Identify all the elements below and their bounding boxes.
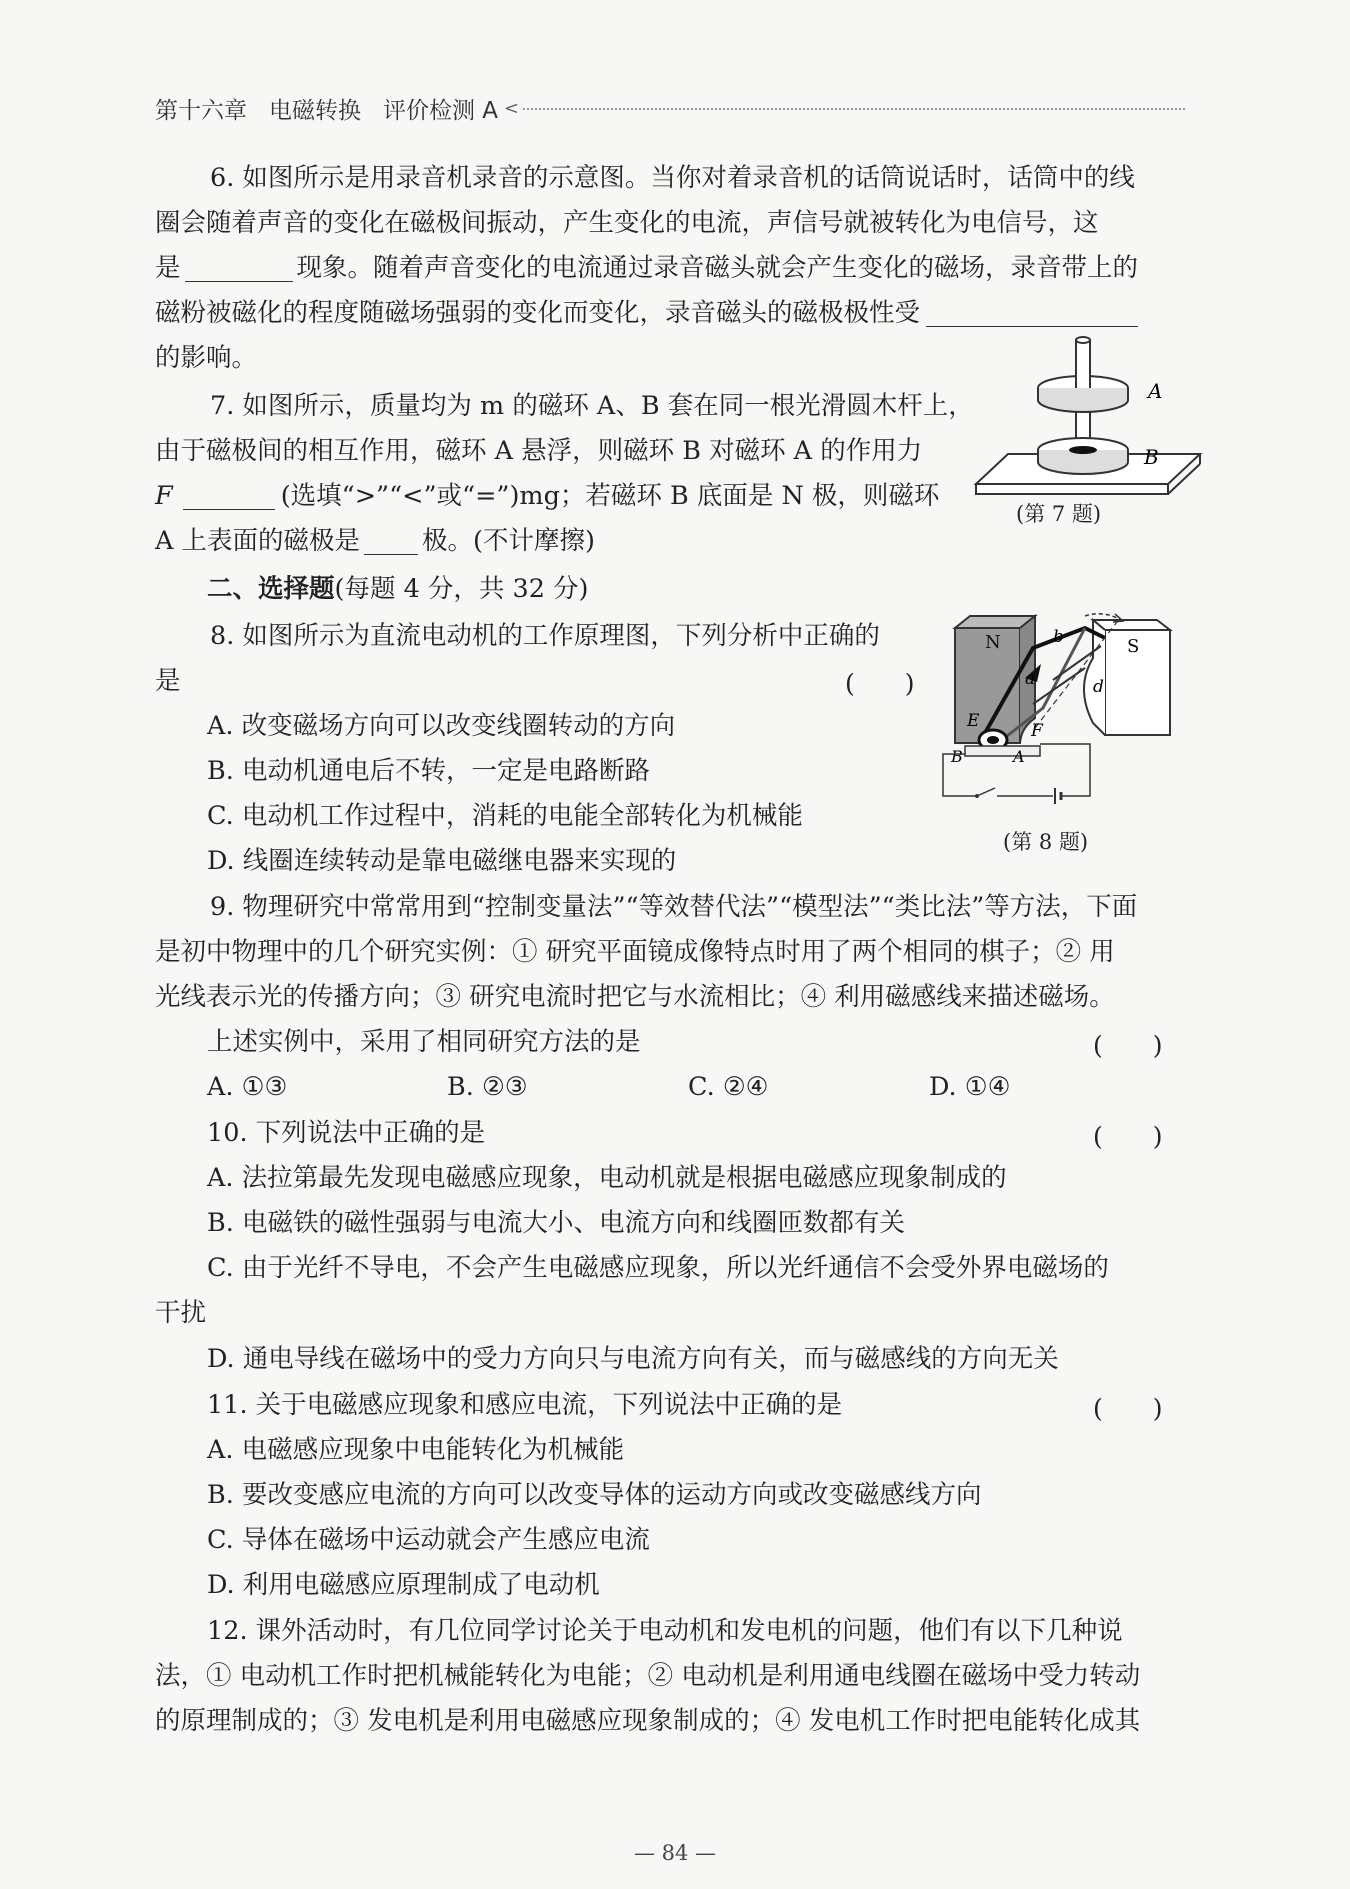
fig8-label-b: b	[1053, 627, 1064, 647]
q10-option-c-cont: 干扰	[155, 1298, 207, 1328]
fig7-label-a: A	[1148, 379, 1163, 403]
q8-option-c: C. 电动机工作过程中，消耗的电能全部转化为机械能	[207, 801, 803, 831]
q6-line-5: 的影响。	[155, 343, 258, 373]
q7-line-4	[155, 519, 595, 563]
fig7-label-b: B	[1144, 445, 1159, 469]
q9-line-1: 9. 物理研究中常常用到“控制变量法”“等效替代法”“模型法”“类比法”等方法，下面	[210, 892, 1138, 922]
q6-line-1: 6. 如图所示是用录音机录音的示意图。当你对着录音机的话筒说话时，话筒中的线	[210, 163, 1135, 193]
q10-option-b: B. 电磁铁的磁性强弱与电流大小、电流方向和线圈匝数都有关	[207, 1208, 905, 1238]
q9-line-2: 是初中物理中的几个研究实例：① 研究平面镜成像特点时用了两个相同的棋子；② 用	[155, 937, 1115, 967]
section-2-note: (每题 4 分，共 32 分)	[334, 574, 589, 604]
fig8-label-d: d	[1093, 677, 1104, 697]
q10-option-d: D. 通电导线在磁场中的受力方向只与电流方向有关，而与磁感线的方向无关	[207, 1344, 1059, 1374]
fig8-label-brush-a: A	[1013, 747, 1025, 766]
header-section: 评价检测 A	[383, 97, 499, 124]
fig7-caption: (第 7 题)	[1016, 502, 1102, 526]
q6-line-3-end: 现象。随着声音变化的电流通过录音磁头就会产生变化的磁场，录音带上的	[296, 253, 1139, 283]
header-chapter: 第十六章	[155, 97, 247, 124]
q12-line-1: 12. 课外活动时，有几位同学讨论关于电动机和发电机的问题，他们有以下几种说	[207, 1616, 1123, 1646]
q9-option-c: C. ②④	[688, 1072, 769, 1102]
q9-line-3: 光线表示光的传播方向；③ 研究电流时把它与水流相比；④ 利用磁感线来描述磁场。	[155, 982, 1115, 1012]
q7-line-3-start: F	[155, 481, 173, 511]
q8-line-2: 是	[155, 666, 181, 696]
fig8-label-n: N	[985, 632, 1001, 653]
q12-line-3: 的原理制成的；③ 发电机是利用电磁感应现象制成的；④ 发电机工作时把电能转化成其	[155, 1706, 1141, 1736]
fig8-label-brush-b: B	[951, 747, 963, 766]
figure-8-dc-motor	[925, 608, 1180, 808]
q7-blank-1	[183, 481, 275, 510]
q6-line-4-text: 磁粉被磁化的程度随磁场强弱的变化而变化，录音磁头的磁极极性受	[155, 298, 921, 328]
q11-answer-paren: ( )	[1093, 1394, 1163, 1423]
q6-blank-2	[926, 298, 1138, 327]
q7-line-4-start: A 上表面的磁极是	[155, 526, 361, 556]
section-2-heading	[207, 567, 589, 611]
q6-blank-1	[185, 253, 293, 282]
q9-answer-paren: ( )	[1093, 1031, 1163, 1060]
header-title: 电磁转换	[269, 97, 361, 124]
q7-line-3-end: (选填“>”“<”或“=”)mg；若磁环 B 底面是 N 极，则磁环	[280, 481, 940, 511]
q8-option-d: D. 线圈连续转动是靠电磁继电器来实现的	[207, 846, 677, 876]
q11-option-a: A. 电磁感应现象中电能转化为机械能	[207, 1435, 625, 1465]
q7-line-4-end: 极。(不计摩擦)	[422, 526, 595, 556]
q9-line-4: 上述实例中，采用了相同研究方法的是	[207, 1027, 641, 1057]
q10-line-1: 10. 下列说法中正确的是	[207, 1118, 486, 1148]
q6-line-2: 圈会随着声音的变化在磁极间振动，产生变化的电流，声信号就被转化为电信号，这	[155, 208, 1099, 238]
fig8-label-e: E	[967, 711, 980, 731]
q7-line-1: 7. 如图所示，质量均为 m 的磁环 A、B 套在同一根光滑圆木杆上，	[210, 391, 974, 421]
figure-7-magnetic-rings	[968, 332, 1208, 502]
page-number: — 84 —	[633, 1841, 717, 1865]
q12-line-2: 法，① 电动机工作时把机械能转化为电能；② 电动机是利用通电线圈在磁场中受力转动	[155, 1661, 1141, 1691]
fig8-label-a: a	[1025, 669, 1036, 689]
q10-option-c: C. 由于光纤不导电，不会产生电磁感应现象，所以光纤通信不会受外界电磁场的	[207, 1253, 1109, 1283]
q7-line-3	[155, 474, 939, 518]
q8-line-1: 8. 如图所示为直流电动机的工作原理图，下列分析中正确的	[210, 621, 880, 651]
q9-option-a: A. ①③	[207, 1072, 288, 1102]
q6-line-3-start: 是	[155, 253, 181, 283]
arrow-left-icon: <	[504, 97, 520, 119]
q10-option-a: A. 法拉第最先发现电磁感应现象，电动机就是根据电磁感应现象制成的	[207, 1163, 1007, 1193]
q7-line-2: 由于磁极间的相互作用，磁环 A 悬浮，则磁环 B 对磁环 A 的作用力	[155, 436, 923, 466]
running-header	[155, 88, 1185, 128]
q8-option-a: A. 改变磁场方向可以改变线圈转动的方向	[207, 711, 676, 741]
q9-option-b: B. ②③	[447, 1072, 528, 1102]
header-rule	[523, 108, 1185, 110]
fig8-label-s: S	[1127, 636, 1140, 657]
fig8-label-f: F	[1031, 721, 1043, 741]
q11-option-d: D. 利用电磁感应原理制成了电动机	[207, 1570, 600, 1600]
q6-line-4	[155, 291, 1138, 335]
q11-option-b: B. 要改变感应电流的方向可以改变导体的运动方向或改变磁感线方向	[207, 1480, 982, 1510]
q8-option-b: B. 电动机通电后不转，一定是电路断路	[207, 756, 650, 786]
section-2-title: 二、选择题	[207, 574, 335, 604]
fig8-caption: (第 8 题)	[1003, 830, 1089, 854]
q10-answer-paren: ( )	[1093, 1122, 1163, 1151]
q11-line-1: 11. 关于电磁感应现象和感应电流，下列说法中正确的是	[207, 1390, 843, 1420]
q11-option-c: C. 导体在磁场中运动就会产生感应电流	[207, 1525, 650, 1555]
q7-blank-2	[364, 526, 418, 555]
q8-answer-paren: ( )	[845, 669, 915, 698]
q6-line-3	[155, 246, 1138, 290]
q9-option-d: D. ①④	[929, 1072, 1011, 1102]
